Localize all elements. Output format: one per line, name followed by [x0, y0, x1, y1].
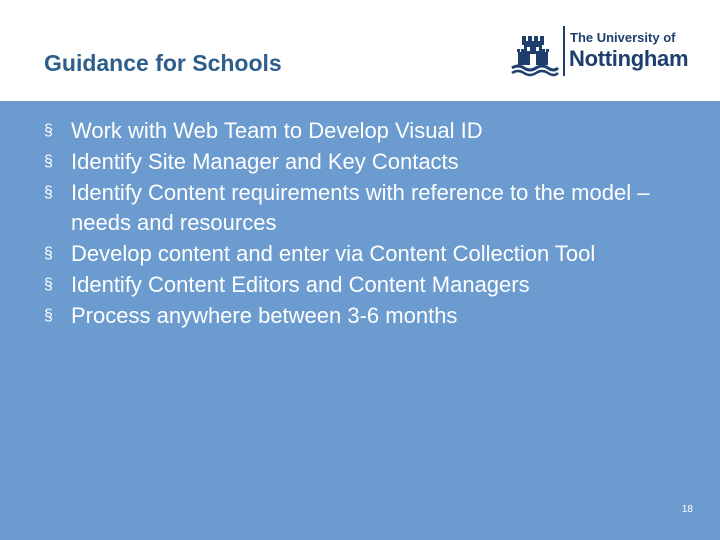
bullet-marker: § — [44, 122, 53, 139]
bullet-marker: § — [44, 153, 53, 170]
bullet-item — [44, 239, 684, 269]
university-logo — [508, 22, 698, 80]
bullet-text: Develop content and enter via Content Collection Tool — [71, 241, 596, 266]
bullet-item — [44, 116, 684, 146]
bullet-item — [44, 270, 684, 300]
bullet-list — [44, 116, 684, 332]
bullet-marker: § — [44, 307, 53, 324]
bullet-item — [44, 301, 684, 331]
bullet-text: Work with Web Team to Develop Visual ID — [71, 118, 483, 143]
page-number: 18 — [681, 504, 693, 515]
slide-title: Guidance for Schools — [44, 50, 282, 76]
bullet-text: Process anywhere between 3-6 months — [71, 303, 458, 328]
bullet-item — [44, 147, 684, 177]
bullet-item — [44, 178, 684, 238]
bullet-marker: § — [44, 276, 53, 293]
castle-crest-icon — [508, 22, 566, 80]
bullet-text: Identify Content Editors and Content Managers — [71, 272, 530, 297]
bullet-marker: § — [44, 245, 53, 262]
bullet-text: Identify Site Manager and Key Contacts — [71, 149, 459, 174]
bullet-text: Identify Content requirements with reference to the model – needs and resources — [71, 180, 650, 235]
bullet-marker: § — [44, 184, 53, 201]
slide-header — [0, 0, 720, 101]
logo-line-2: Nottingham — [569, 46, 689, 71]
logo-line-1: The University of — [570, 30, 676, 45]
